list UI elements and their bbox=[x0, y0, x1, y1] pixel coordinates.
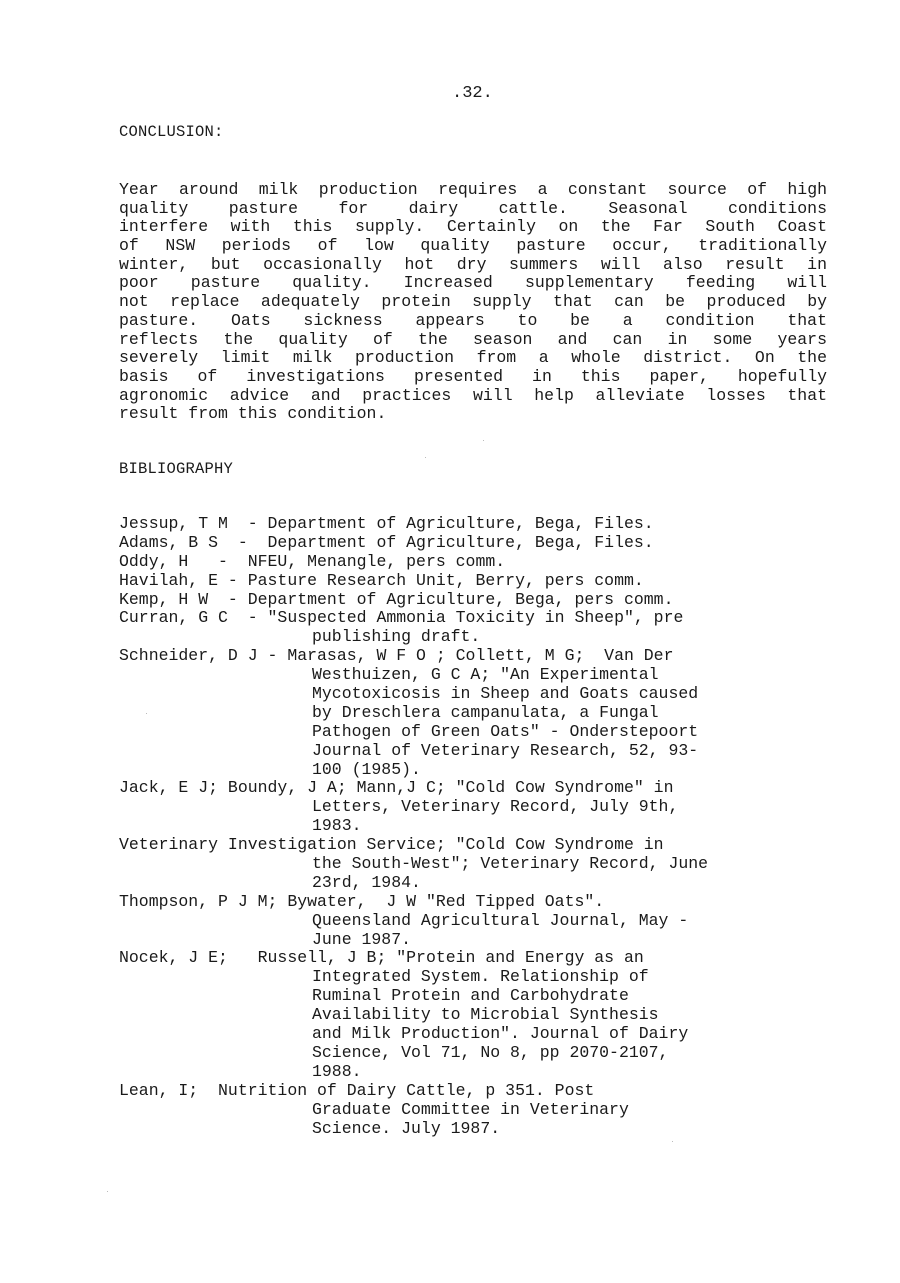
bibliography-entry: Kemp, H W - Department of Agriculture, Bega, pers comm. bbox=[119, 589, 674, 609]
bibliography-entry-continuation: Science. July 1987. bbox=[312, 1118, 501, 1138]
bibliography-entry-continuation: 1983. bbox=[312, 816, 362, 836]
bibliography-entry-continuation: 23rd, 1984. bbox=[312, 872, 421, 892]
bibliography-entry: Curran, G C - "Suspected Ammonia Toxicity in Sheep", pre bbox=[119, 608, 684, 628]
conclusion-line: interfere with this supply. Certainly on the Far South Coast bbox=[119, 217, 827, 237]
conclusion-line: severely limit milk production from a whole district. On the bbox=[119, 348, 827, 368]
bibliography-entry: Schneider, D J - Marasas, W F O ; Collett, M G; Van Der bbox=[119, 646, 674, 666]
bibliography-entry: Thompson, P J M; Bywater, J W "Red Tipped Oats". bbox=[119, 891, 605, 911]
bibliography-entry-continuation: by Dreschlera campanulata, a Fungal bbox=[312, 702, 659, 722]
conclusion-line: pasture. Oats sickness appears to be a condition that bbox=[119, 310, 827, 330]
bibliography-entry: Havilah, E - Pasture Research Unit, Berry, pers comm. bbox=[119, 570, 644, 590]
bibliography-entry-continuation: and Milk Production". Journal of Dairy bbox=[312, 1024, 689, 1044]
conclusion-line: poor pasture quality. Increased supplementary feeding will bbox=[119, 273, 827, 293]
bibliography-entry-continuation: 100 (1985). bbox=[312, 759, 421, 779]
bibliography-entry: Veterinary Investigation Service; "Cold Cow Syndrome in bbox=[119, 835, 664, 855]
scan-speck bbox=[672, 1141, 673, 1142]
bibliography-entry-continuation: 1988. bbox=[312, 1061, 362, 1081]
bibliography-entry-continuation: publishing draft. bbox=[312, 627, 481, 647]
conclusion-paragraph bbox=[119, 181, 827, 424]
bibliography-entry-continuation: Westhuizen, G C A; "An Experimental bbox=[312, 665, 659, 685]
scan-speck bbox=[107, 1191, 108, 1192]
scan-speck bbox=[146, 713, 147, 714]
bibliography-entry-continuation: Ruminal Protein and Carbohydrate bbox=[312, 986, 629, 1006]
scan-speck bbox=[425, 457, 426, 458]
bibliography-entry-continuation: Mycotoxicosis in Sheep and Goats caused bbox=[312, 684, 699, 704]
page-number: .32. bbox=[452, 84, 493, 103]
bibliography-list bbox=[119, 515, 799, 1138]
bibliography-entry-continuation: June 1987. bbox=[312, 929, 412, 949]
conclusion-line: of NSW periods of low quality pasture occur, traditionally bbox=[119, 236, 827, 256]
bibliography-heading: BIBLIOGRAPHY bbox=[119, 460, 234, 478]
bibliography-entry-continuation: Queensland Agricultural Journal, May - bbox=[312, 910, 689, 930]
bibliography-entry-continuation: Journal of Veterinary Research, 52, 93- bbox=[312, 740, 699, 760]
bibliography-entry-continuation: the South-West"; Veterinary Record, June bbox=[312, 854, 709, 874]
bibliography-entry-continuation: Pathogen of Green Oats" - Onderstepoort bbox=[312, 721, 699, 741]
conclusion-line: reflects the quality of the season and can in some years bbox=[119, 329, 827, 349]
bibliography-entry: Nocek, J E; Russell, J B; "Protein and Energy as an bbox=[119, 948, 644, 968]
bibliography-entry-continuation: Letters, Veterinary Record, July 9th, bbox=[312, 797, 679, 817]
bibliography-entry: Jack, E J; Boundy, J A; Mann,J C; "Cold Cow Syndrome" in bbox=[119, 778, 674, 798]
conclusion-line: not replace adequately protein supply that can be produced by bbox=[119, 292, 827, 312]
bibliography-entry-continuation: Availability to Microbial Synthesis bbox=[312, 1005, 659, 1025]
scan-speck bbox=[483, 440, 484, 441]
conclusion-line: result from this condition. bbox=[119, 404, 387, 424]
conclusion-line: basis of investigations presented in this paper, hopefully bbox=[119, 366, 827, 386]
conclusion-line: Year around milk production requires a constant source of high bbox=[119, 180, 827, 199]
bibliography-entry: Oddy, H - NFEU, Menangle, pers comm. bbox=[119, 551, 506, 571]
bibliography-entry-continuation: Graduate Committee in Veterinary bbox=[312, 1099, 629, 1119]
bibliography-entry-continuation: Integrated System. Relationship of bbox=[312, 967, 649, 987]
bibliography-entry-continuation: Science, Vol 71, No 8, pp 2070-2107, bbox=[312, 1042, 669, 1062]
bibliography-entry: Adams, B S - Department of Agriculture, Bega, Files. bbox=[119, 532, 654, 552]
conclusion-line: agronomic advice and practices will help alleviate losses that bbox=[119, 385, 827, 405]
conclusion-heading: CONCLUSION: bbox=[119, 123, 224, 141]
conclusion-line: winter, but occasionally hot dry summers will also result in bbox=[119, 254, 827, 274]
conclusion-line: quality pasture for dairy cattle. Seasonal conditions bbox=[119, 198, 827, 218]
bibliography-entry: Lean, I; Nutrition of Dairy Cattle, p 351. Post bbox=[119, 1080, 595, 1100]
bibliography-entry: Jessup, T M - Department of Agriculture, Bega, Files. bbox=[119, 514, 654, 533]
